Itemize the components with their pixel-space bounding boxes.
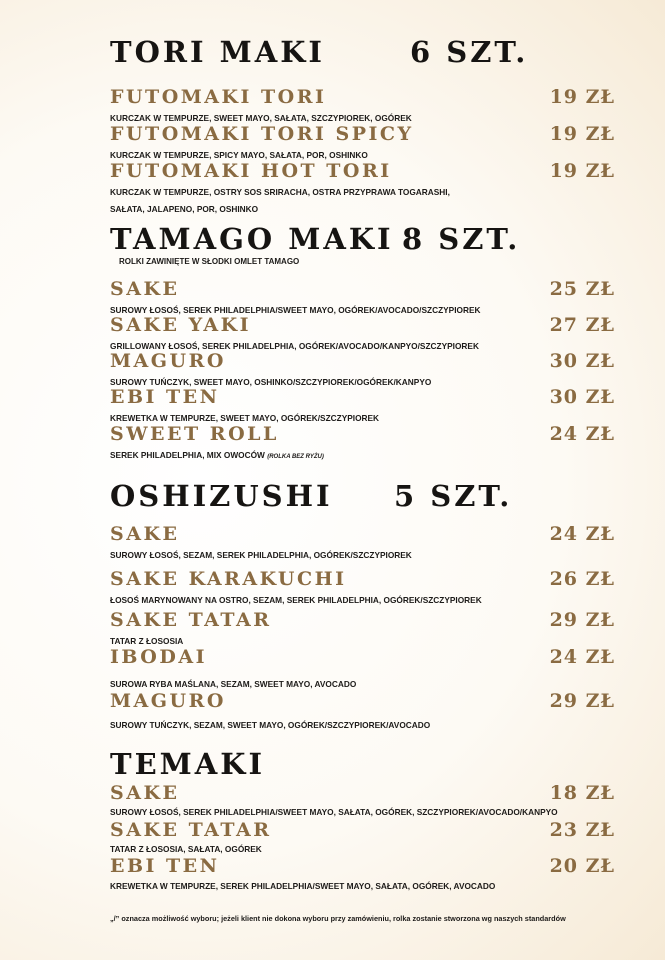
item-price: 30 ZŁ <box>549 350 615 372</box>
item-description: SUROWY TUŃCZYK, SWEET MAYO, OSHINKO/SZCZYPIOREK/OGÓREK/KANPYO <box>110 377 432 387</box>
item-description: KURCZAK W TEMPURZE, OSTRY SOS SRIRACHA, OSTRA PRZYPRAWA TOGARASHI, <box>110 187 450 197</box>
item-name: MAGURO <box>110 350 226 372</box>
item-name: EBI TEN <box>110 855 220 877</box>
item-description: ŁOSOŚ MARYNOWANY NA OSTRO, SEZAM, SEREK PHILADELPHIA, OGÓREK/SZCZYPIOREK <box>110 595 482 605</box>
item-description: SUROWY ŁOSOŚ, SEREK PHILADELPHIA/SWEET MAYO, SAŁATA, OGÓREK, SZCZYPIOREK/AVOCADO/KANPYO <box>110 807 558 817</box>
item-description: SUROWY TUŃCZYK, SEZAM, SWEET MAYO, OGÓREK/SZCZYPIOREK/AVOCADO <box>110 720 431 730</box>
menu-item <box>110 692 615 733</box>
item-name: SWEET ROLL <box>110 423 279 445</box>
menu-item <box>110 821 615 857</box>
item-description: KREWETKA W TEMPURZE, SEREK PHILADELPHIA/SWEET MAYO, SAŁATA, OGÓREK, AVOCADO <box>110 881 496 891</box>
item-description: GRILLOWANY ŁOSOŚ, SEREK PHILADELPHIA, OGÓREK/AVOCADO/KANPYO/SZCZYPIOREK <box>110 341 479 351</box>
section-note-tamago: ROLKI ZAWINIĘTE W SŁODKI OMLET TAMAGO <box>119 257 300 266</box>
item-description: TATAR Z ŁOSOSIA <box>110 636 184 646</box>
item-description: SUROWY ŁOSOŚ, SEREK PHILADELPHIA/SWEET MAYO, OGÓREK/AVOCADO/SZCZYPIOREK <box>110 305 481 315</box>
item-description: KURCZAK W TEMPURZE, SWEET MAYO, SAŁATA, SZCZYPIOREK, OGÓREK <box>110 113 412 123</box>
item-price: 18 ZŁ <box>549 782 615 804</box>
item-price: 19 ZŁ <box>549 86 615 108</box>
item-price: 20 ZŁ <box>549 855 615 877</box>
item-name: EBI TEN <box>110 386 220 408</box>
item-name: SAKE TATAR <box>110 609 272 631</box>
item-name: SAKE <box>110 523 180 545</box>
item-name: FUTOMAKI TORI SPICY <box>110 123 414 145</box>
menu-item <box>110 611 615 649</box>
item-price: 24 ZŁ <box>549 423 615 445</box>
menu-item <box>110 648 615 692</box>
item-description-continued: SAŁATA, JALAPENO, POR, OSHINKO <box>110 204 259 215</box>
item-name: SAKE KARAKUCHI <box>110 568 347 590</box>
item-price: 24 ZŁ <box>549 523 615 545</box>
menu-item <box>110 280 615 318</box>
item-name: IBODAI <box>110 646 207 668</box>
section-title-temaki: TEMAKI <box>110 747 266 781</box>
item-name: SAKE <box>110 782 180 804</box>
menu-item <box>110 525 615 563</box>
item-description <box>110 447 615 464</box>
item-description: SUROWY ŁOSOŚ, SEZAM, SEREK PHILADELPHIA, OGÓREK/SZCZYPIOREK <box>110 550 412 560</box>
menu-item <box>110 388 615 426</box>
item-price: 25 ZŁ <box>549 278 615 300</box>
menu-item <box>110 88 615 126</box>
menu-item <box>110 125 615 163</box>
item-price: 23 ZŁ <box>549 819 615 841</box>
item-price: 30 ZŁ <box>549 386 615 408</box>
item-name: FUTOMAKI HOT TORI <box>110 160 392 182</box>
menu-item <box>110 570 615 608</box>
item-price: 27 ZŁ <box>549 314 615 336</box>
section-title-tori-maki: TORI MAKI <box>110 35 325 69</box>
section-count-tori-maki: 6 SZT. <box>410 35 529 69</box>
section-count-oshizushi: 5 SZT. <box>394 479 513 513</box>
item-name: SAKE TATAR <box>110 819 272 841</box>
item-description: TATAR Z ŁOSOSIA, SAŁATA, OGÓREK <box>110 844 262 854</box>
item-name: SAKE <box>110 278 180 300</box>
item-description-text: SEREK PHILADELPHIA, MIX OWOCÓW <box>110 450 265 460</box>
item-price: 29 ZŁ <box>549 609 615 631</box>
section-title-oshizushi: OSHIZUSHI <box>110 479 333 513</box>
menu-item <box>110 425 615 464</box>
item-description: KURCZAK W TEMPURZE, SPICY MAYO, SAŁATA, POR, OSHINKO <box>110 150 368 160</box>
item-name: MAGURO <box>110 690 226 712</box>
menu-item <box>110 784 615 820</box>
footnote: „/” oznacza możliwość wyboru; jeżeli klient nie dokona wyboru przy zamówieniu, rolka zostanie stworzona wg naszych standardów <box>110 914 566 923</box>
item-price: 19 ZŁ <box>549 160 615 182</box>
menu-item <box>110 162 615 217</box>
item-description-note: (ROLKA BEZ RYŻU) <box>267 454 324 460</box>
menu-item <box>110 352 615 390</box>
menu-item <box>110 316 615 354</box>
item-price: 29 ZŁ <box>549 690 615 712</box>
item-price: 19 ZŁ <box>549 123 615 145</box>
item-price: 26 ZŁ <box>549 568 615 590</box>
menu-item <box>110 857 615 894</box>
section-title-tamago-maki: TAMAGO MAKI <box>110 222 394 256</box>
section-count-tamago-maki: 8 SZT. <box>402 222 521 256</box>
item-description: SUROWA RYBA MAŚLANA, SEZAM, SWEET MAYO, AVOCADO <box>110 679 357 689</box>
item-name: SAKE YAKI <box>110 314 252 336</box>
item-name: FUTOMAKI TORI <box>110 86 327 108</box>
item-description: KREWETKA W TEMPURZE, SWEET MAYO, OGÓREK/SZCZYPIOREK <box>110 413 380 423</box>
item-price: 24 ZŁ <box>549 646 615 668</box>
